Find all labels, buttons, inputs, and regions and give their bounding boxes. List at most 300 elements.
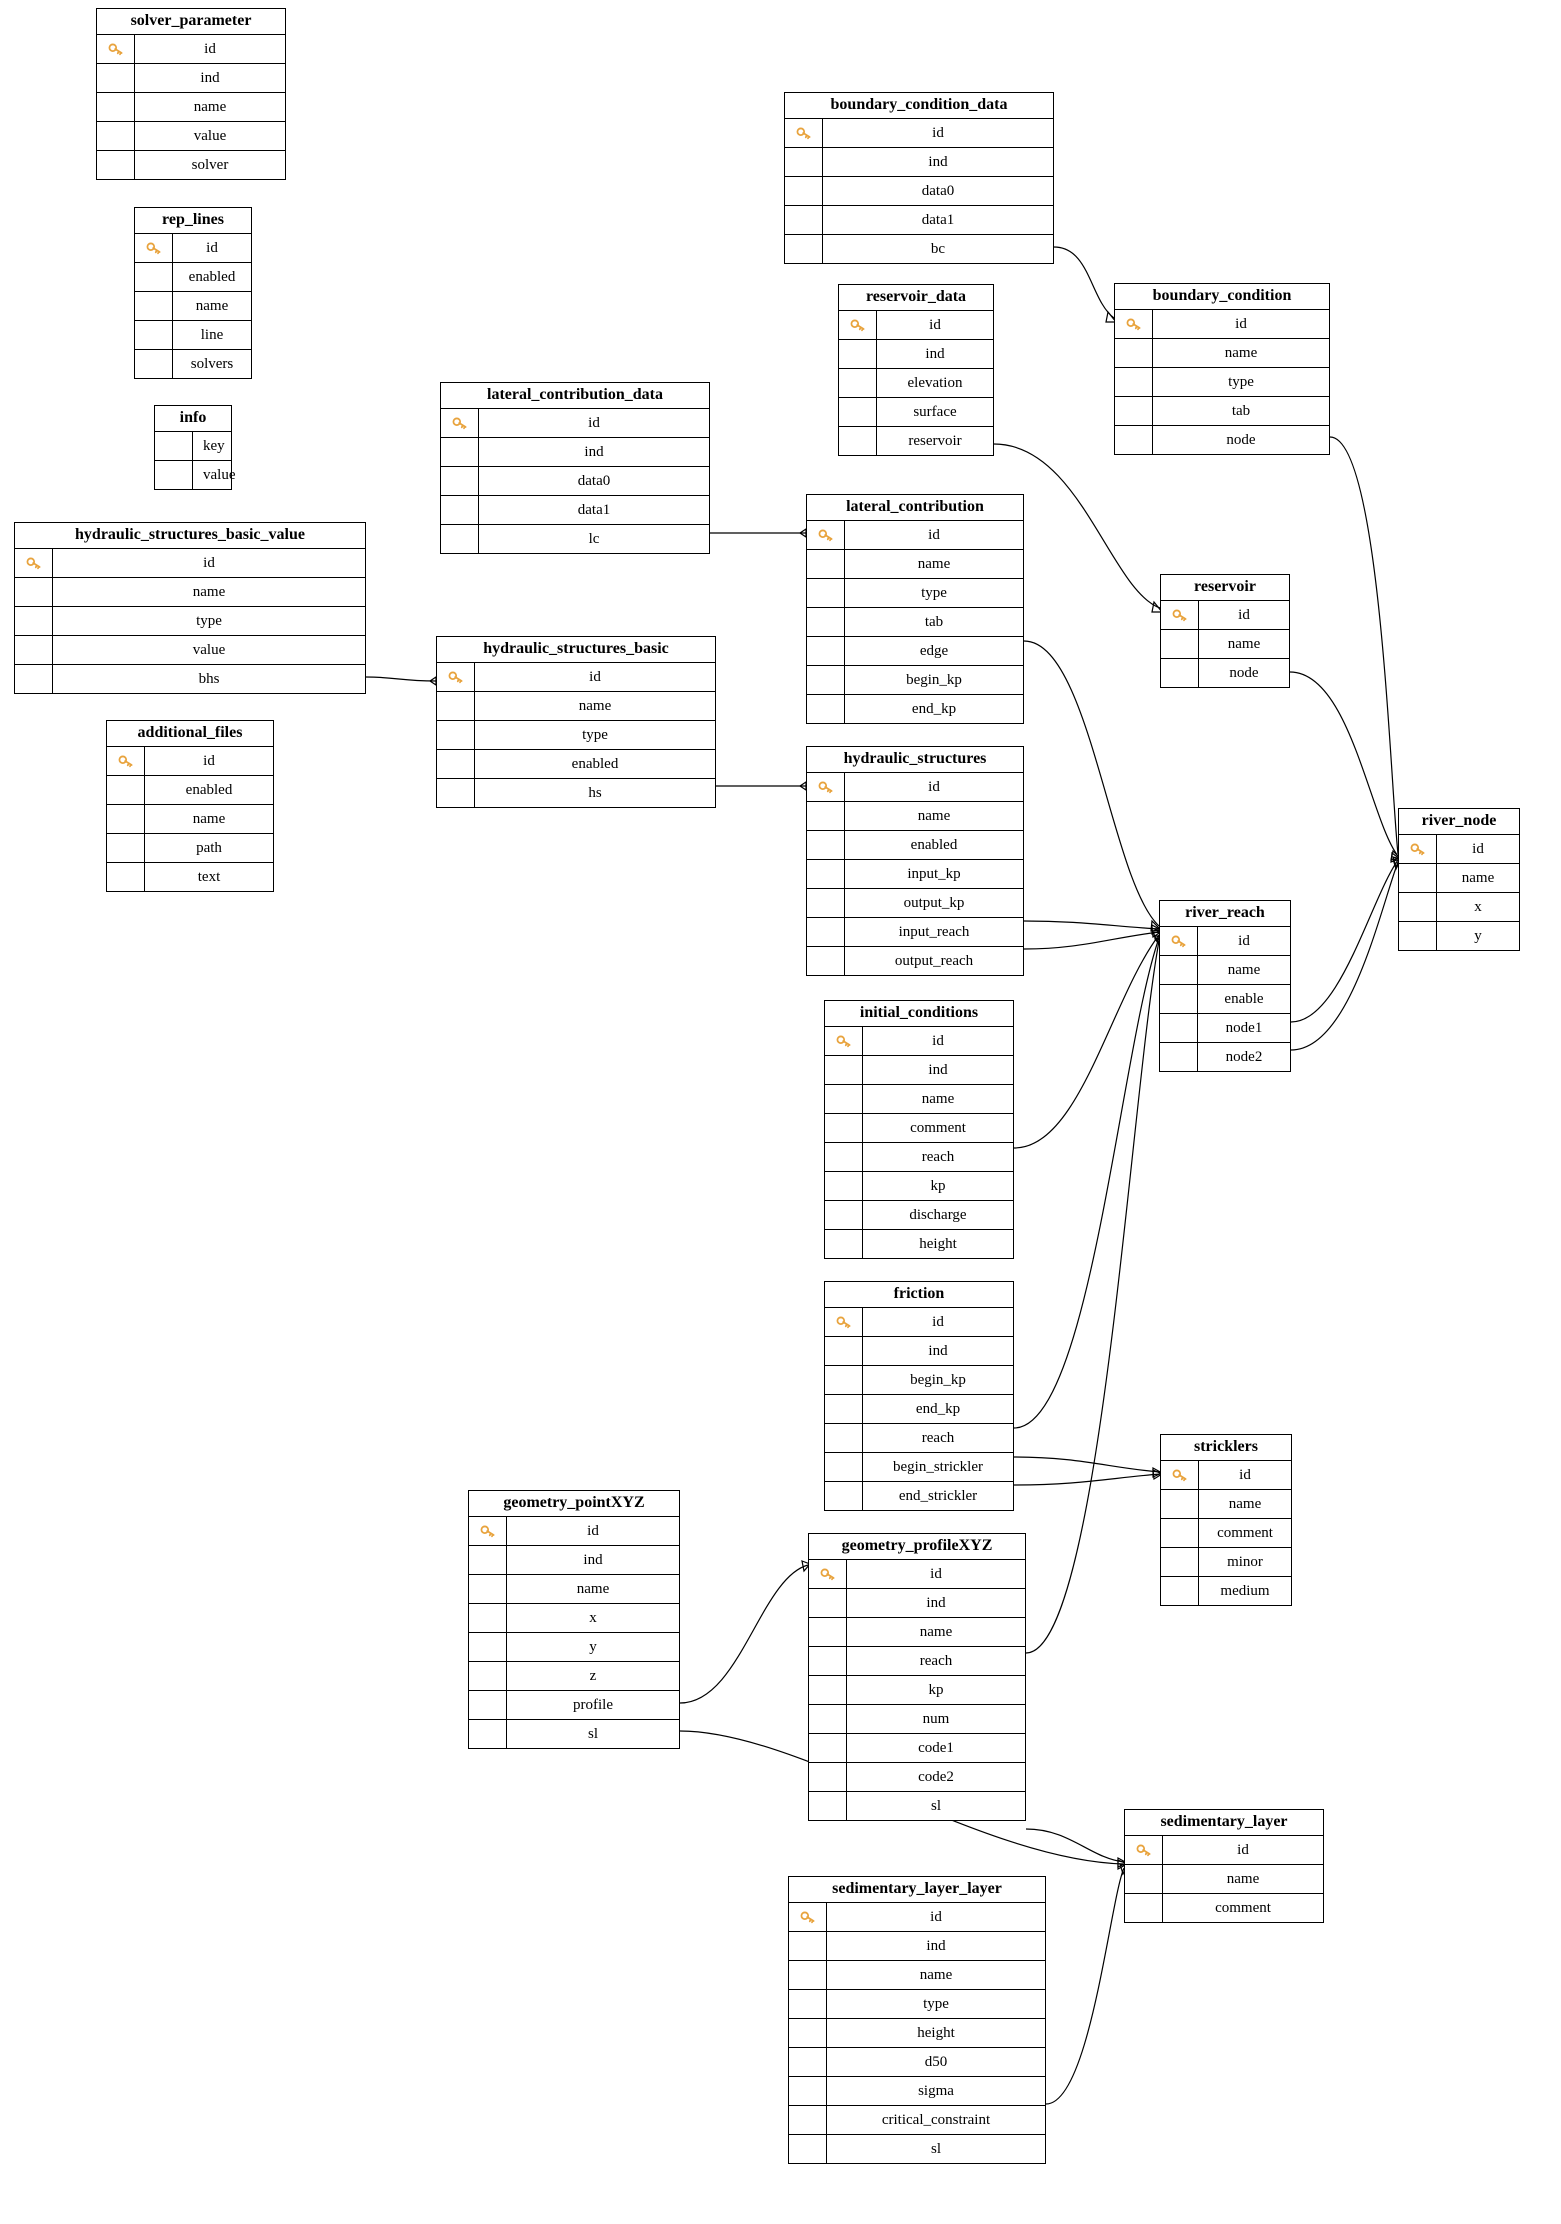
field-key-blank [807, 889, 845, 917]
field-name: begin_kp [906, 671, 962, 688]
entity-field-row[interactable] [809, 1705, 1025, 1734]
entity-table[interactable] [106, 720, 274, 892]
field-name: z [589, 1667, 597, 1684]
entity-title: river_reach [1160, 901, 1290, 927]
field-name: line [200, 326, 224, 343]
field-name: enable [1224, 990, 1264, 1007]
entity-title: info [155, 406, 231, 432]
entity-field-row[interactable] [437, 692, 715, 721]
field-name: height [919, 1235, 957, 1252]
field-key-blank [789, 1932, 827, 1960]
field-name: comment [1217, 1524, 1273, 1541]
entity-field-row[interactable] [135, 263, 251, 292]
entity-field-row[interactable] [789, 2106, 1045, 2135]
entity-field-row[interactable] [1161, 630, 1289, 659]
field-name: id [932, 124, 944, 141]
key-icon [1399, 835, 1437, 863]
entity-table[interactable] [1124, 1809, 1324, 1923]
entity-field-row[interactable] [807, 608, 1023, 637]
entity-field-row[interactable] [107, 863, 273, 891]
field-key-blank [15, 636, 53, 664]
entity-field-row[interactable] [469, 1662, 679, 1691]
field-name: name [917, 555, 951, 572]
field-key-blank [825, 1424, 863, 1452]
field-key-blank [839, 398, 877, 426]
field-key-blank [839, 427, 877, 455]
entity-field-row[interactable] [1160, 1014, 1290, 1043]
entity-field-row[interactable] [441, 467, 709, 496]
entity-table[interactable] [838, 284, 994, 456]
entity-field-row[interactable] [437, 750, 715, 779]
entity-field-row[interactable] [807, 637, 1023, 666]
entity-field-row[interactable] [107, 834, 273, 863]
field-key-blank [155, 461, 193, 489]
entity-field-row[interactable] [809, 1647, 1025, 1676]
field-name: name [917, 807, 951, 824]
entity-field-row[interactable] [1161, 1519, 1291, 1548]
field-name: ind [583, 1551, 603, 1568]
entity-table[interactable] [1114, 283, 1330, 455]
entity-field-row[interactable] [825, 1085, 1013, 1114]
entity-field-row[interactable] [809, 1560, 1025, 1589]
entity-field-row[interactable] [1125, 1836, 1323, 1865]
key-icon [469, 1517, 507, 1545]
entity-field-row[interactable] [441, 409, 709, 438]
field-key-blank [1125, 1865, 1163, 1893]
entity-field-row[interactable] [1161, 1490, 1291, 1519]
field-name: ind [926, 1937, 946, 1954]
field-name: id [588, 414, 600, 431]
field-name: sl [930, 2140, 941, 2157]
field-key-blank [825, 1395, 863, 1423]
entity-field-row[interactable] [839, 340, 993, 369]
field-name: tab [924, 613, 944, 630]
key-icon [135, 234, 173, 262]
entity-table[interactable] [1159, 900, 1291, 1072]
entity-field-row[interactable] [825, 1056, 1013, 1085]
field-name: type [923, 1995, 949, 2012]
entity-table[interactable] [824, 1000, 1014, 1259]
entity-field-row[interactable] [825, 1482, 1013, 1510]
field-name: height [917, 2024, 955, 2041]
entity-field-row[interactable] [825, 1424, 1013, 1453]
entity-field-row[interactable] [1161, 659, 1289, 687]
entity-title: hydraulic_structures_basic [437, 637, 715, 663]
field-key-blank [807, 860, 845, 888]
entity-table[interactable] [14, 522, 366, 694]
entity-field-row[interactable] [807, 889, 1023, 918]
field-name: ind [584, 443, 604, 460]
entity-field-row[interactable] [785, 119, 1053, 148]
field-name: end_strickler [898, 1487, 978, 1504]
field-name: tab [1231, 402, 1251, 419]
entity-field-row[interactable] [789, 1961, 1045, 1990]
entity-field-row[interactable] [807, 773, 1023, 802]
entity-field-row[interactable] [15, 607, 365, 636]
entity-title: reservoir_data [839, 285, 993, 311]
entity-table[interactable] [808, 1533, 1026, 1821]
field-key-blank [469, 1546, 507, 1574]
field-name: bhs [198, 670, 220, 687]
entity-field-row[interactable] [839, 427, 993, 455]
field-name: input_kp [907, 865, 961, 882]
entity-field-row[interactable] [807, 666, 1023, 695]
field-key-blank [97, 64, 135, 92]
entity-table[interactable] [440, 382, 710, 554]
key-icon [839, 311, 877, 339]
entity-field-row[interactable] [789, 2019, 1045, 2048]
entity-field-row[interactable] [107, 747, 273, 776]
entity-field-row[interactable] [469, 1633, 679, 1662]
entity-field-row[interactable] [1161, 1461, 1291, 1490]
entity-field-row[interactable] [1399, 922, 1519, 950]
field-key-blank [1115, 339, 1153, 367]
entity-field-row[interactable] [1160, 985, 1290, 1014]
entity-field-row[interactable] [825, 1453, 1013, 1482]
field-name: name [1228, 1495, 1262, 1512]
field-name: ind [928, 1061, 948, 1078]
field-name: ind [200, 69, 220, 86]
field-name: kp [928, 1681, 944, 1698]
entity-field-row[interactable] [825, 1114, 1013, 1143]
field-name: name [1461, 869, 1495, 886]
field-name: id [929, 316, 941, 333]
entity-table[interactable] [824, 1281, 1014, 1511]
entity-field-row[interactable] [107, 805, 273, 834]
entity-field-row[interactable] [825, 1201, 1013, 1230]
field-key-blank [469, 1691, 507, 1719]
field-name: hs [588, 784, 602, 801]
entity-title: boundary_condition_data [785, 93, 1053, 119]
entity-title: solver_parameter [97, 9, 285, 35]
field-name: lc [588, 530, 600, 547]
entity-field-row[interactable] [807, 695, 1023, 723]
entity-field-row[interactable] [825, 1366, 1013, 1395]
entity-field-row[interactable] [809, 1763, 1025, 1792]
entity-field-row[interactable] [15, 636, 365, 665]
entity-field-row[interactable] [1115, 397, 1329, 426]
entity-field-row[interactable] [437, 721, 715, 750]
entity-field-row[interactable] [1161, 1548, 1291, 1577]
field-key-blank [839, 340, 877, 368]
field-key-blank [785, 148, 823, 176]
field-name: type [196, 612, 222, 629]
field-name: id [1472, 840, 1484, 857]
field-key-blank [1161, 1548, 1199, 1576]
entity-field-row[interactable] [15, 549, 365, 578]
field-name: name [192, 810, 226, 827]
field-key-blank [1399, 922, 1437, 950]
entity-field-row[interactable] [469, 1575, 679, 1604]
entity-title: sedimentary_layer_layer [789, 1877, 1045, 1903]
field-key-blank [97, 93, 135, 121]
field-key-blank [97, 151, 135, 179]
field-key-blank [789, 1990, 827, 2018]
entity-field-row[interactable] [1399, 864, 1519, 893]
entity-field-row[interactable] [437, 779, 715, 807]
key-icon [807, 773, 845, 801]
entity-title: river_node [1399, 809, 1519, 835]
field-name: node [1229, 664, 1259, 681]
field-name: data1 [921, 211, 955, 228]
entity-table[interactable] [154, 405, 236, 490]
field-key-blank [1161, 1577, 1199, 1605]
entity-field-row[interactable] [135, 234, 251, 263]
field-name: code2 [918, 1768, 954, 1785]
field-name: enabled [188, 268, 236, 285]
entity-table[interactable] [1160, 1434, 1292, 1606]
field-name: begin_kp [910, 1371, 966, 1388]
entity-table[interactable] [788, 1876, 1046, 2164]
field-key-blank [469, 1720, 507, 1748]
field-key-blank [807, 802, 845, 830]
entity-field-row[interactable] [785, 177, 1053, 206]
entity-field-row[interactable] [469, 1691, 679, 1720]
entity-field-row[interactable] [135, 292, 251, 321]
field-key-blank [825, 1482, 863, 1510]
field-name: x [1474, 898, 1482, 915]
entity-field-row[interactable] [1115, 310, 1329, 339]
field-key-blank [825, 1230, 863, 1258]
field-name: begin_strickler [893, 1458, 983, 1475]
field-key-blank [807, 918, 845, 946]
entity-field-row[interactable] [809, 1618, 1025, 1647]
field-name: num [922, 1710, 950, 1727]
entity-field-row[interactable] [807, 947, 1023, 975]
field-key-blank [1125, 1894, 1163, 1922]
field-key-blank [441, 467, 479, 495]
entity-field-row[interactable] [1160, 956, 1290, 985]
field-key-blank [437, 779, 475, 807]
entity-field-row[interactable] [807, 802, 1023, 831]
field-key-blank [825, 1114, 863, 1142]
field-key-blank [789, 2048, 827, 2076]
entity-field-row[interactable] [107, 776, 273, 805]
field-name: kp [930, 1177, 946, 1194]
field-name: profile [573, 1696, 613, 1713]
entity-field-row[interactable] [437, 663, 715, 692]
entity-field-row[interactable] [825, 1337, 1013, 1366]
field-name: name [578, 697, 612, 714]
field-key-blank [441, 438, 479, 466]
entity-field-row[interactable] [1115, 426, 1329, 454]
field-name: node [1226, 431, 1256, 448]
entity-table[interactable] [1398, 808, 1520, 951]
entity-table[interactable] [806, 494, 1024, 724]
field-key-blank [789, 1961, 827, 1989]
field-name: value [193, 127, 227, 144]
entity-field-row[interactable] [1161, 601, 1289, 630]
field-key-blank [1160, 1014, 1198, 1042]
key-icon [807, 521, 845, 549]
entity-field-row[interactable] [825, 1308, 1013, 1337]
entity-field-row[interactable] [441, 438, 709, 467]
entity-field-row[interactable] [155, 461, 236, 489]
entity-field-row[interactable] [785, 148, 1053, 177]
entity-field-row[interactable] [97, 64, 285, 93]
entity-field-row[interactable] [441, 496, 709, 525]
field-key-blank [809, 1705, 847, 1733]
entity-field-row[interactable] [807, 579, 1023, 608]
field-key-blank [135, 263, 173, 291]
entity-title: lateral_contribution_data [441, 383, 709, 409]
field-name: type [921, 584, 947, 601]
field-name: id [930, 1908, 942, 1925]
entity-table[interactable] [806, 746, 1024, 976]
entity-field-row[interactable] [469, 1604, 679, 1633]
field-key-blank [807, 831, 845, 859]
field-name: id [932, 1032, 944, 1049]
entity-title: boundary_condition [1115, 284, 1329, 310]
entity-field-row[interactable] [1161, 1577, 1291, 1605]
field-name: critical_constraint [881, 2111, 991, 2128]
field-key-blank [469, 1575, 507, 1603]
field-key-blank [1161, 1519, 1199, 1547]
field-name: d50 [924, 2053, 948, 2070]
field-name: comment [1215, 1899, 1271, 1916]
entity-field-row[interactable] [839, 311, 993, 340]
field-key-blank [839, 369, 877, 397]
entity-field-row[interactable] [1160, 1043, 1290, 1071]
entity-field-row[interactable] [807, 831, 1023, 860]
field-name: name [193, 98, 227, 115]
entity-title: geometry_profileXYZ [809, 1534, 1025, 1560]
field-name: id [1238, 606, 1250, 623]
field-name: name [1226, 1870, 1260, 1887]
field-key-blank [1115, 426, 1153, 454]
key-icon [809, 1560, 847, 1588]
entity-field-row[interactable] [97, 151, 285, 179]
entity-field-row[interactable] [825, 1027, 1013, 1056]
entity-field-row[interactable] [789, 1932, 1045, 1961]
entity-field-row[interactable] [441, 525, 709, 553]
entity-table[interactable] [784, 92, 1054, 264]
entity-field-row[interactable] [807, 550, 1023, 579]
entity-field-row[interactable] [785, 206, 1053, 235]
field-key-blank [135, 350, 173, 378]
field-key-blank [437, 692, 475, 720]
field-name: minor [1227, 1553, 1263, 1570]
entity-field-row[interactable] [97, 35, 285, 64]
field-name: text [197, 868, 221, 885]
entity-table[interactable] [134, 207, 252, 379]
entity-field-row[interactable] [469, 1517, 679, 1546]
entity-field-row[interactable] [135, 321, 251, 350]
field-key-blank [809, 1676, 847, 1704]
field-name: name [192, 583, 226, 600]
field-key-blank [807, 695, 845, 723]
entity-field-row[interactable] [789, 2048, 1045, 2077]
entity-field-row[interactable] [839, 398, 993, 427]
field-name: id [589, 668, 601, 685]
entity-field-row[interactable] [135, 350, 251, 378]
entity-field-row[interactable] [785, 235, 1053, 263]
entity-title: hydraulic_structures_basic_value [15, 523, 365, 549]
entity-field-row[interactable] [807, 918, 1023, 947]
field-name: ind [928, 153, 948, 170]
entity-field-row[interactable] [807, 860, 1023, 889]
field-key-blank [809, 1792, 847, 1820]
entity-field-row[interactable] [789, 2077, 1045, 2106]
field-key-blank [1399, 893, 1437, 921]
field-key-blank [807, 637, 845, 665]
field-key-blank [15, 607, 53, 635]
field-key-blank [1160, 956, 1198, 984]
field-key-blank [437, 750, 475, 778]
field-name: id [587, 1522, 599, 1539]
field-name: id [203, 752, 215, 769]
field-name: ind [925, 345, 945, 362]
field-key-blank [441, 496, 479, 524]
field-name: id [1239, 1466, 1251, 1483]
entity-field-row[interactable] [809, 1734, 1025, 1763]
key-icon [825, 1027, 863, 1055]
entity-field-row[interactable] [807, 521, 1023, 550]
entity-field-row[interactable] [825, 1143, 1013, 1172]
entity-field-row[interactable] [789, 1990, 1045, 2019]
entity-field-row[interactable] [469, 1720, 679, 1748]
field-name: solver [191, 156, 229, 173]
field-name: reservoir [908, 432, 962, 449]
field-key-blank [135, 321, 173, 349]
entity-field-row[interactable] [809, 1676, 1025, 1705]
entity-field-row[interactable] [15, 665, 365, 693]
field-name: output_reach [894, 952, 974, 969]
entity-field-row[interactable] [97, 122, 285, 151]
entity-field-row[interactable] [1115, 368, 1329, 397]
entity-field-row[interactable] [97, 93, 285, 122]
entity-table[interactable] [468, 1490, 680, 1749]
field-name: sl [930, 1797, 941, 1814]
entity-field-row[interactable] [1115, 339, 1329, 368]
entity-field-row[interactable] [1125, 1865, 1323, 1894]
entity-field-row[interactable] [469, 1546, 679, 1575]
entity-field-row[interactable] [809, 1792, 1025, 1820]
field-name: enabled [571, 755, 619, 772]
field-key-blank [155, 432, 193, 460]
field-key-blank [15, 665, 53, 693]
entity-table[interactable] [96, 8, 286, 180]
field-key-blank [1161, 659, 1199, 687]
field-name: code1 [918, 1739, 954, 1756]
entity-field-row[interactable] [809, 1589, 1025, 1618]
entity-field-row[interactable] [825, 1230, 1013, 1258]
field-key-blank [15, 578, 53, 606]
field-key-blank [107, 776, 145, 804]
entity-field-row[interactable] [1125, 1894, 1323, 1922]
field-name: name [919, 1623, 953, 1640]
field-name: reach [921, 1148, 955, 1165]
entity-field-row[interactable] [839, 369, 993, 398]
entity-field-row[interactable] [789, 2135, 1045, 2163]
field-key-blank [809, 1589, 847, 1617]
entity-field-row[interactable] [1160, 927, 1290, 956]
field-key-blank [807, 666, 845, 694]
entity-field-row[interactable] [15, 578, 365, 607]
entity-field-row[interactable] [1399, 893, 1519, 922]
entity-field-row[interactable] [155, 432, 231, 461]
entity-table[interactable] [1160, 574, 1290, 688]
entity-field-row[interactable] [789, 1903, 1045, 1932]
field-name: name [919, 1966, 953, 1983]
entity-table[interactable] [436, 636, 716, 808]
entity-field-row[interactable] [825, 1395, 1013, 1424]
entity-field-row[interactable] [1399, 835, 1519, 864]
entity-field-row[interactable] [825, 1172, 1013, 1201]
field-name: id [928, 526, 940, 543]
field-name: name [195, 297, 229, 314]
field-name: data1 [577, 501, 611, 518]
